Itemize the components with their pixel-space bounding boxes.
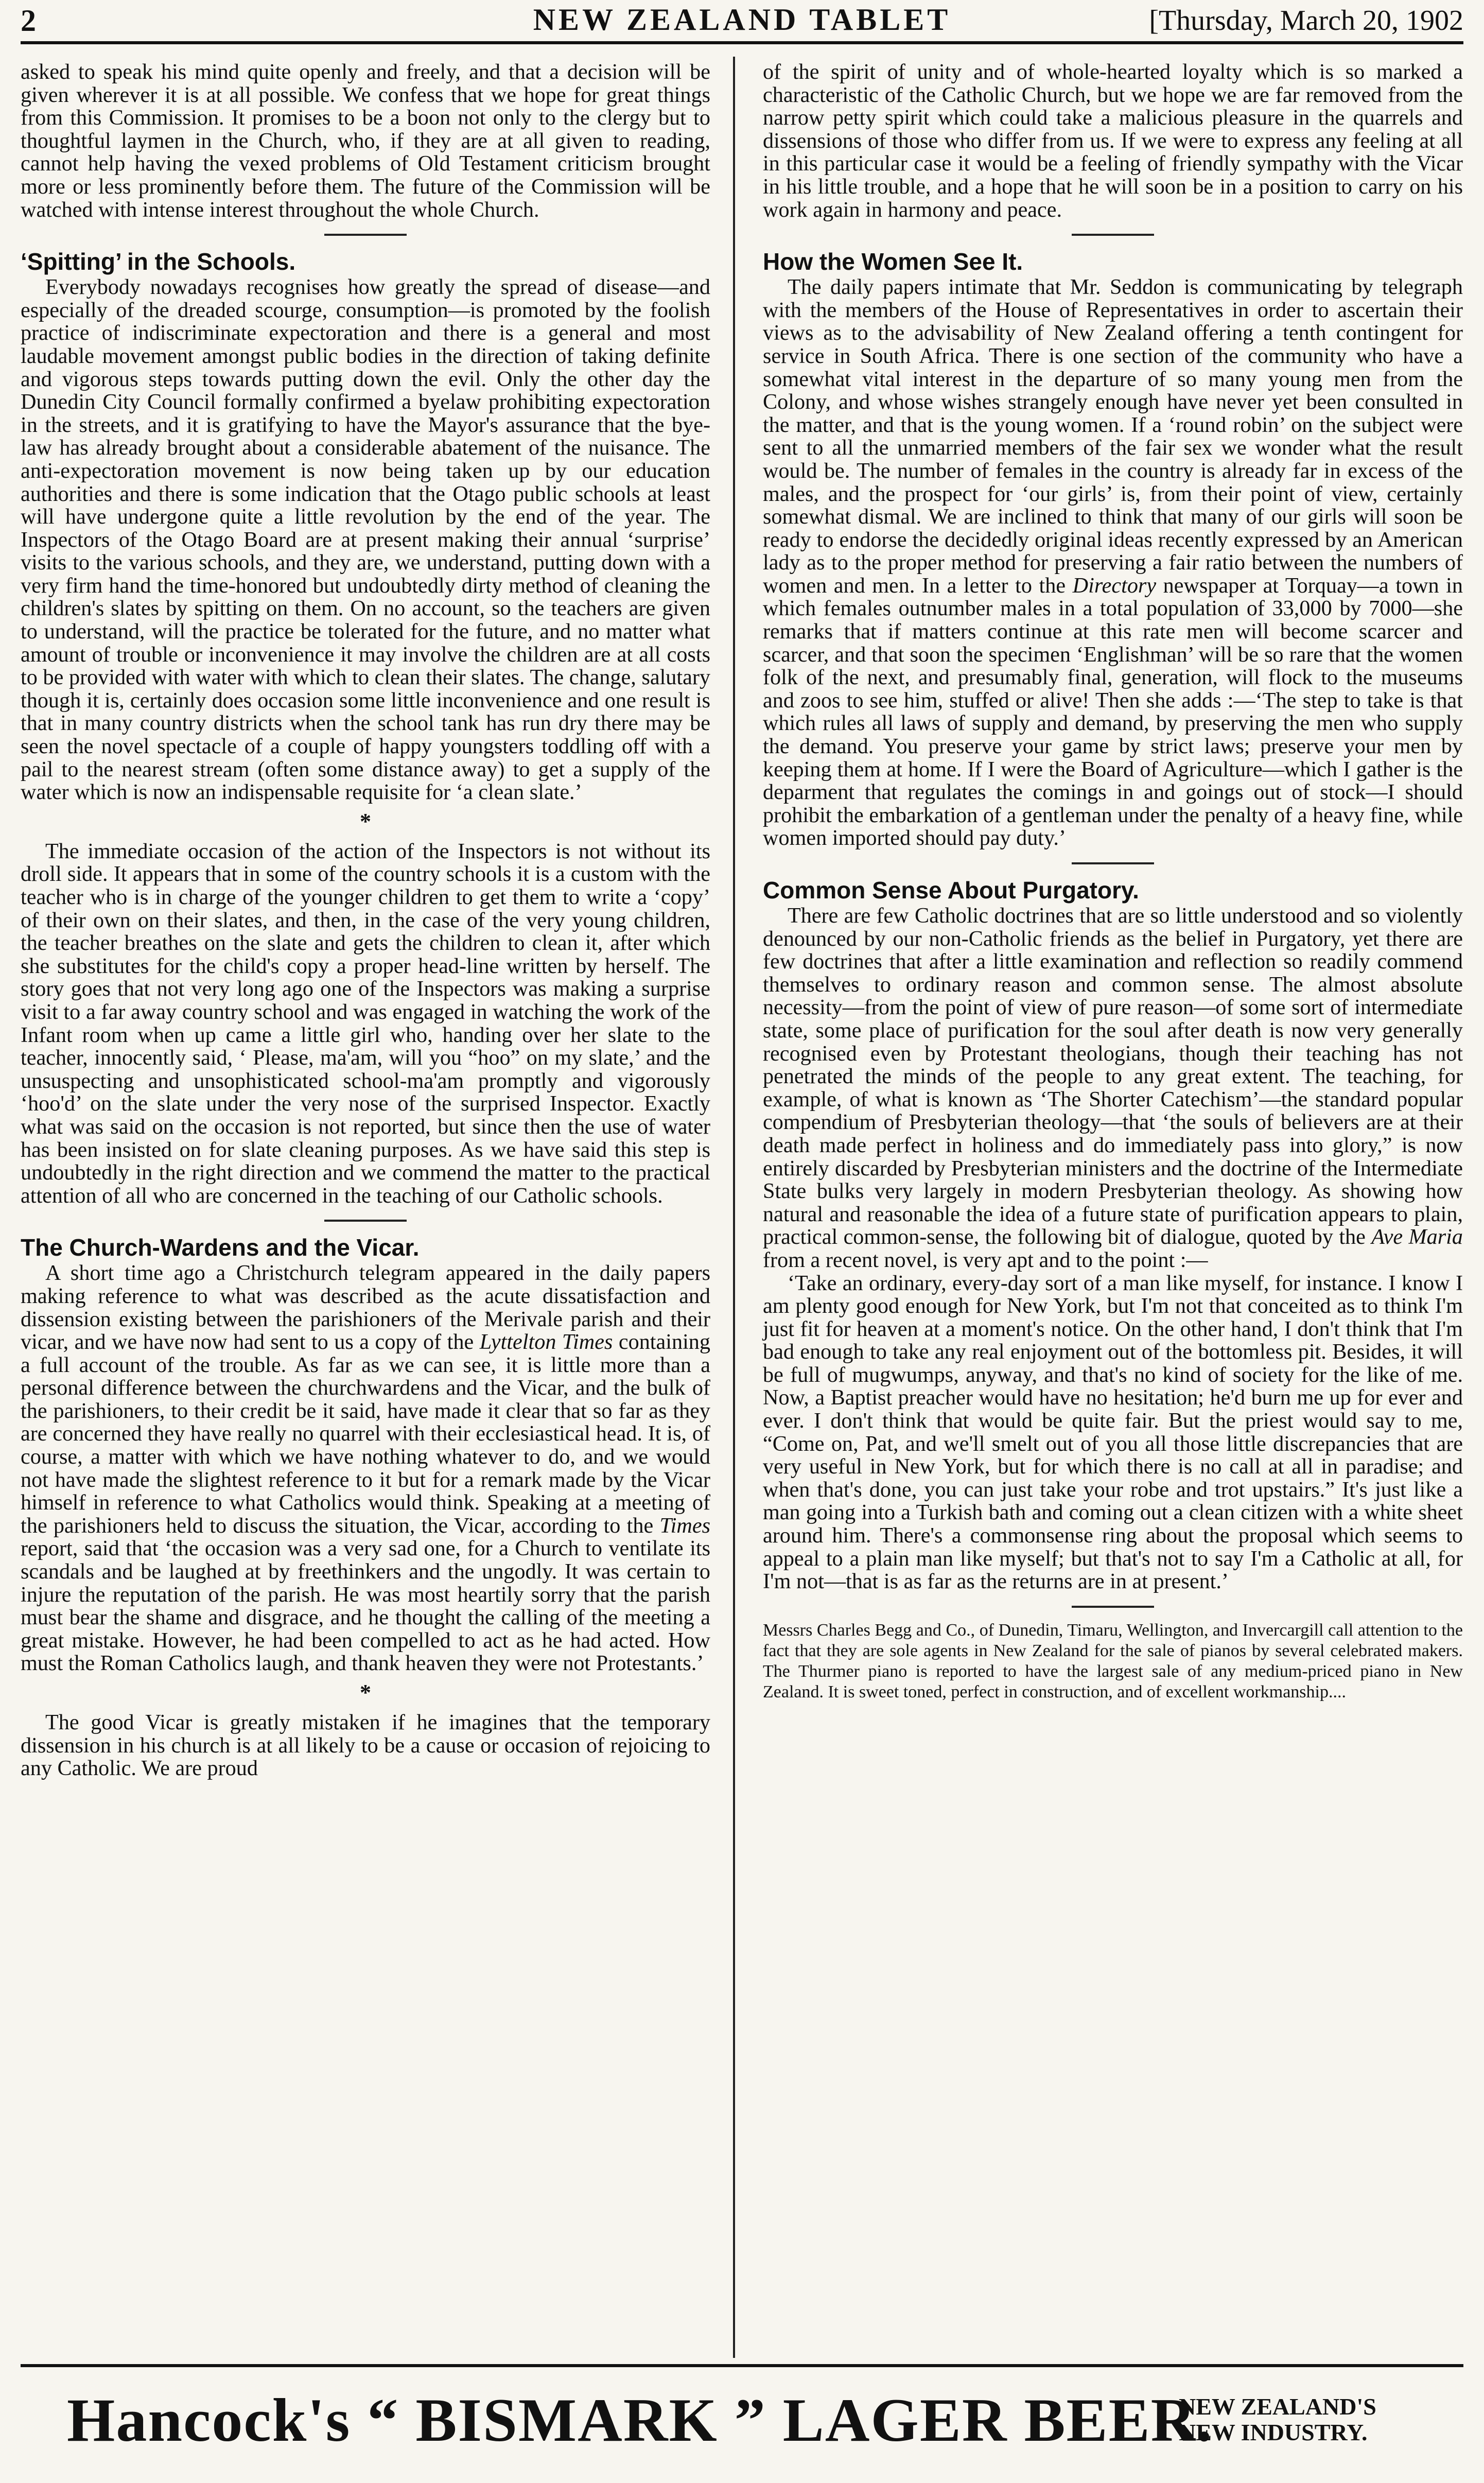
footer-rule <box>21 2364 1463 2367</box>
periodical-title: Ave Maria <box>1371 1225 1463 1249</box>
section-star: * <box>360 808 371 834</box>
text-run: A short time ago a Christchurch telegram appeared in the daily papers making reference to what was described as the acute dissatisfaction and dissension existing between the parishioners of the Merivale parish and their vicar, and we have now had sent to us a copy of the <box>21 1261 710 1355</box>
section-rule <box>1072 862 1154 864</box>
heading-spitting: ‘Spitting’ in the Schools. <box>21 248 296 275</box>
lager-beer-advert: Hancock's “ BISMARK ” LAGER BEER. <box>67 2386 1213 2454</box>
article-paragraph <box>763 905 1463 1272</box>
heading-purgatory: Common Sense About Purgatory. <box>763 877 1139 904</box>
text-run: newspaper at Torquay—a town in which females outnumber males in a total population of 33,000 by 7000—she remarks that if matters continue at this rate men will become scarcer and scarcer, and that soon the specimen ‘Englishman’ will be so rare that the women folk of the next, and presumably final, generation, will flock to the museums and zoos to see him, stuffed or alive! Then she adds :—‘The step to take is that which rules all laws of supply and demand, by preserving the men who supply the demand. You preserve your game by strict laws; preserve your men by keeping them at home. If I were the Board of Agriculture—which I gather is the deparment that regulates the comings in and goings out of stock—I should prohibit the embarkation of a gentleman under the penalty of a heavy fine, while women imported should pay duty.’ <box>763 573 1463 850</box>
text-run: report, said that ‘the occasion was a very sad one, for a Church to ventilate its scandals and be laughed at by freethinkers and the ungodly. It was certain to injure the reputation of the parish. He was most heartily sorry that the parish must bear the shame and disgrace, and he thought the calling of the meeting a great mistake. However, he had been compelled to act as he had acted. How must the Roman Catholics laugh, and thank heaven they were not Protestants.’ <box>21 1536 710 1676</box>
article-paragraph: The immediate occasion of the action of the Inspectors is not without its droll side. It appears that in some of the country schools it is a custom with the teacher who is in charge of the younger children to get them to write a ‘copy’ of their own on their slates, and then, in the case of the very young children, the teacher breathes on the slate and gets the children to clean it, after which she substitutes for the child's copy a proper head-line written by herself. The story goes that not very long ago one of the Inspectors was making a surprise visit to a far away country school and was engaged in watching the work of the Infant room when up came a little girl who, handing over her slate to the teacher, innocently said, ‘ Please, ma'am, will you “hoo” on my slate,’ and the unsuspecting and unsophisticated school-ma'am promptly and vigorously ‘hoo'd’ on the slate under the very nose of the surprised Inspector. Exactly what was said on the occasion is not reported, but since then the use of water has been insisted on for slate cleaning purposes. As we have said this step is undoubtedly in the right direction and we commend the matter to the practical attention of all who are concerned in the teaching of our Catholic schools. <box>21 839 710 1208</box>
text-run: containing a full account of the trouble. As far as we can see, it is little more than a personal difference between the churchwardens and the Vicar, and the bulk of the parishioners, to their credit be it said, have made it clear that so far as they are concerned they have really no quarrel with their ecclesiastical head. It is, of course, a matter with which we have nothing whatever to do, and we would not have made the slightest reference to it but for a remark made by the Vicar himself in reference to what Catholics would think. Speaking at a meeting of the parishioners held to discuss the situation, the Vicar, according to the <box>21 1330 710 1538</box>
newspaper-title: Lyttelton Times <box>479 1330 613 1355</box>
right-column <box>763 61 1463 1703</box>
article-paragraph: The good Vicar is greatly mistaken if he imagines that the temporary dissension in his church is at all likely to be a cause or occasion of rejoicing to any Catholic. We are proud <box>21 1710 710 1781</box>
article-paragraph: Everybody nowadays recognises how greatly the spread of disease—and especially of the dreaded scourge, consumption—is promoted by the foolish practice of indiscriminate expectoration and there is a general and most laudable movement amongst public bodies in the direction of taking definite and vigorous steps towards putting down the evil. Only the other day the Dunedin City Council formally confirmed a byelaw prohibiting expectoration in the streets, and it is gratifying to have the Mayor's assurance that the bye-law has already brought about a considerable abatement of the nuisance. The anti-expectoration movement is now being taken up by our education authorities and there is some indication that the Otago public schools at least will have undergone quite a little revolution by the end of the year. The Inspectors of the Otago Board are at present making their annual ‘surprise’ visits to the various schools, and they are, we understand, putting down with a very firm hand the time-honored but undoubtedly dirty method of cleaning the children's slates by spitting on them. On no account, so the teachers are given to understand, will the practice be tolerated for the future, and no matter what amount of trouble or inconvenience it may involve the children are at all costs to be provided with water with which to clean their slates. The change, salutary though it is, certainly does occasion some little inconvenience and one result is that in many country districts when the school tank has run dry there may be seen the novel spectacle of a couple of happy youngsters toddling off with a pail to the nearest stream (often some distance away) to get a supply of the water which is now an indispensable requisite for ‘a clean slate.’ <box>21 275 710 805</box>
tagline-line: NEW INDUSTRY. <box>1179 2419 1368 2445</box>
quoted-passage: ‘Take an ordinary, every-day sort of a man like myself, for instance. I know I am plenty good enough for New York, but I'm not that conceited as to think I'm just fit for heaven at a moment's notice. On the other hand, I don't think that I'm bad enough to take any real enjoyment out of the bottomless pit. Besides, it will be full of mugwumps, anyway, and that's no kind of society for the like of me. Now, a Baptist preacher would have no hesitation; he'd burn me up for ever and ever. I don't think that would be quite fair. But the priest would say to me, “Come on, Pat, and we'll smelt out of you all those little discrepancies that are very useful in New York, but for which there is no call at all in paradise; and when that's done, you can just take your robe and trot upstairs.” It's just like a man going into a Turkish bath and coming out a clean citizen with a white sheet around him. There's a commonsense ring about the proposal which seems to appeal to a plain man like myself; but that's not to say I'm a Catholic at all, for I'm not—that is as far as the returns are in at present.’ <box>763 1271 1463 1594</box>
section-rule <box>1072 1606 1154 1608</box>
article-paragraph <box>21 1262 710 1675</box>
left-column <box>21 61 710 1780</box>
section-rule <box>324 1220 407 1222</box>
heading-women: How the Women See It. <box>763 248 1023 275</box>
heading-church-wardens: The Church-Wardens and the Vicar. <box>21 1234 420 1261</box>
tagline-line: NEW ZEALAND'S <box>1179 2393 1376 2420</box>
text-run: from a recent novel, is very apt and to the point :— <box>763 1247 1208 1272</box>
piano-advert-note: Messrs Charles Begg and Co., of Dunedin, Timaru, Wellington, and Invercargill call attention to the fact that they are sole agents in New Zealand for the sale of pianos by several celebrated makers. The Thurmer piano is reported to have the largest sale of any medium-priced piano in New Zealand. It is sweet toned, perfect in construction, and of excellent workmanship.... <box>763 1620 1463 1701</box>
text-run: There are few Catholic doctrines that are so little understood and so violently denounced by our non-Catholic friends as the belief in Purgatory, yet there are few doctrines that after a little examination and reflection so readily commend themselves to ordinary reason and common sense. The almost absolute necessity—from the point of view of pure reason—of some sort of intermediate state, some place of purification for the soul after death is now very generally recognised even by Protestant theologians, though their teaching has not penetrated the minds of the people to any great extent. The teaching, for example, of what is known as ‘The Shorter Catechism’—the standard popular compendium of Presbyterian theology—that ‘the souls of believers are at their death made perfect in holiness and do immediately pass into glory,” is now entirely discarded by Presbyterian ministers and the doctrine of the Intermediate State bulks very largely in modern Presbyterian theology. As showing how natural and reasonable the idea of a future state of purification appears to plain, practical common-sense, the following bit of dialogue, quoted by the <box>763 904 1463 1249</box>
section-star: * <box>360 1680 371 1705</box>
newspaper-title: Times <box>659 1513 710 1538</box>
section-rule <box>324 234 407 236</box>
issue-date: [Thursday, March 20, 1902 <box>1149 5 1463 37</box>
article-paragraph: of the spirit of unity and of whole-hearted loyalty which is so marked a characteristic of the Catholic Church, but we hope we are far removed from the narrow petty spirit which could take a malicious pleasure in the quarrels and dissensions of those who differ from us. If we were to express any feeling at all in this particular case it would be a feeling of friendly sympathy with the Vicar in his little trouble, and a hope that he will soon be in a position to carry on his work again in harmony and peace. <box>763 60 1463 222</box>
page-number: 2 <box>21 4 36 38</box>
section-rule <box>1072 234 1154 236</box>
article-paragraph <box>763 276 1463 850</box>
masthead <box>21 0 1463 44</box>
advert-tagline <box>1179 2394 1405 2445</box>
column-divider <box>733 57 735 2358</box>
text-run: The daily papers intimate that Mr. Seddon is communicating by telegraph with the members of the House of Representatives in order to ascertain their views as to the advisability of New Zealand offering a tenth contingent for service in South Africa. There is one section of the community who have a somewhat vital interest in the departure of so many young men from the Colony, and whose wishes strangely enough have never yet been consulted in the matter, and that is the young women. If a ‘round robin’ on the subject were sent to all the unmarried members of the fair sex we wonder what the result would be. The number of females in the country is already far in excess of the males, and the prospect for ‘our girls’ is, from their point of view, certainly somewhat dismal. We are inclined to think that many of our girls will soon be ready to endorse the decidedly original ideas recently expressed by an American lady as to the proper method for preserving a fair ratio between the numbers of women and men. In a letter to the <box>763 275 1463 598</box>
publication-title: NEW ZEALAND TABLET <box>533 3 951 37</box>
newspaper-title: Directory <box>1072 573 1157 598</box>
article-paragraph: asked to speak his mind quite openly and freely, and that a decision will be given wherever it is at all possible. We confess that we hope for great things from this Commission. It promises to be a boon not only to the clergy but to thoughtful laymen in the Church, who, if they are at all given to reading, cannot help having the vexed problems of Old Testament criticism brought more or less prominently before them. The future of the Commission will be watched with intense interest throughout the whole Church. <box>21 60 710 222</box>
